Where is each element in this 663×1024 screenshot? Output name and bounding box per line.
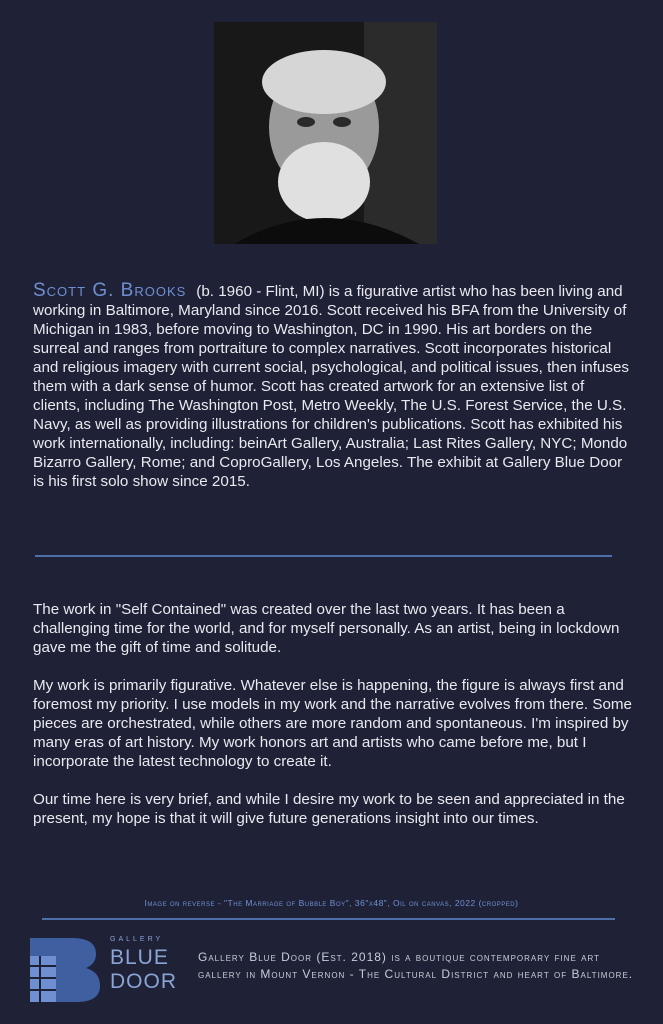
artist-portrait: [214, 22, 437, 244]
gallery-description: Gallery Blue Door (Est. 2018) is a boutique contemporary fine art gallery in Mount Vernon - The Cultural District and heart of Baltimore.: [198, 950, 634, 981]
image-caption: Image on reverse - "The Marriage of Bubble Boy", 36"x48", Oil on canvas, 2022 (cropped): [144, 898, 519, 908]
divider: [42, 918, 615, 920]
statement-paragraph: My work is primarily figurative. Whatever else is happening, the figure is always first and foremost my priority. I use models in my work and the narrative evolves from there. Some pieces are orchestrated, while others are more random and spontaneous. I'm inspired by many eras of art history. My work honors art and artists who came before me, but I incorporate the latest technology to create it.: [33, 677, 633, 770]
statement-paragraph: Our time here is very brief, and while I desire my work to be seen and appreciated in the present, my hope is that it will give future generations insight into our times.: [33, 791, 625, 827]
logo-gallery-text: GALLERY: [110, 936, 164, 943]
divider: [35, 555, 612, 557]
bio-text: (b. 1960 - Flint, MI) is a figurative artist who has been living and working in Baltimore, Maryland since 2016. Scott received his BFA from the University of Michigan in 1983, before moving to Washington, DC in 1990. His art borders on the surreal and ranges from portraiture to complex narratives. Scott incorporates historical and religious imagery with current social, psychological, and political issues, then infuses them with a dark sense of humor. Scott has created artwork for an extensive list of clients, including The Washington Post, Metro Weekly, The U.S. Forest Service, the U.S. Navy, as well as providing illustrations for children's publications. Scott has exhibited his work internationally, including: beinArt Gallery, Australia; Last Rites Gallery, NYC; Mondo Bizarro Gallery, Rome; and CoproGallery, Los Angeles. The exhibit at Gallery Blue Door is his first solo show since 2015.: [33, 283, 629, 490]
statement-paragraph: The work in "Self Contained" was created over the last two years. It has been a challenging time for the world, and for myself personally. As an artist, being in lockdown gave me the gift of time and solitude.: [33, 601, 620, 656]
gallery-logo-icon: [26, 936, 106, 1002]
logo-door-text: DOOR: [110, 970, 177, 993]
artist-statement: [33, 600, 633, 847]
artist-bio: [33, 281, 633, 491]
logo-blue-text: BLUE: [110, 946, 169, 969]
gallery-logo: [26, 936, 186, 1002]
artist-name: Scott G. Brooks: [33, 280, 187, 301]
